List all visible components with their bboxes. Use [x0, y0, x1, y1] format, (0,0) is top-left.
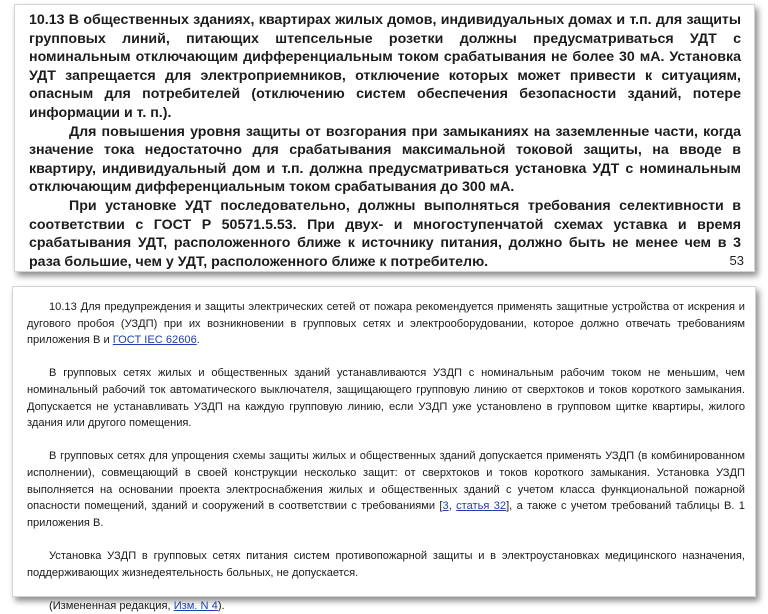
page-number: 53 [729, 253, 744, 268]
bottom-paragraph-not-allowed: Установка УЗДП в групповых сетях питания систем противопожарной защиты и в электроустановках медицинского назначения, поддерживающих жизнедеятельность больных, не допускается. [27, 549, 745, 579]
bottom-paragraph-1013-text: 10.13 Для предупреждения и защиты электрических сетей от пожара рекомендуется применять защитные устройства от искрения и дугового пробоя (УЗДП) при их возникновении в групповых сетях и электрооборудовании, которое должно отвечать требованиям приложения В и [27, 301, 745, 347]
bottom-paragraph-1013-end: . [196, 334, 200, 347]
bottom-paragraph-combined [27, 448, 745, 531]
bottom-paragraph-combined-end: ], а также с учетом требований таблицы В. 1 приложения В. [27, 500, 745, 529]
amendment-note-end: ). [217, 599, 225, 612]
top-paragraph-300ma: Для повышения уровня защиты от возгорания при замыканиях на заземленные части, когда значение тока недостаточно для срабатывания максимальной токовой защиты, на вводе в квартиру, индивидуальный дом и т.п. должна предусматриваться установка УДТ с номинальным отключающим дифференциальным током срабатывания до 300 мА. [29, 123, 741, 196]
bottom-paragraph-1013 [27, 299, 745, 349]
article-32-link[interactable]: статья 32 [456, 500, 507, 513]
bottom-paragraph-rated-current: В групповых сетях жилых и общественных зданий устанавливаются УЗДП с номинальным рабочим током не меньшим, чем номинальный рабочий ток автоматического выключателя, защищающего групповую линию от сверхтоков и токов короткого замыкания. Допускается не устанавливать УЗДП на каждую групповую линию, если УЗДП уже установлено в групповом щитке квартиры, жилого здания или другого помещения. [27, 367, 745, 430]
top-text-block [29, 11, 741, 271]
bottom-paragraph-combined-text: В групповых сетях для упрощения схемы защиты жилых и общественных зданий допускается применять УЗДП (в комбинированном исполнении), совмещающий в своей конструкции несколько защит: от сверхтоков и токов короткого замыкания. Установка УЗДП выполняется на основании проекта электроснабжения жилых и общественных зданий с учетом класса функциональной пожарной опасности помещений, зданий и сооружений в соответствии с требованиями [ [27, 450, 745, 513]
document-excerpt-bottom [12, 286, 756, 612]
top-paragraph-1013: 10.13 В общественных зданиях, квартирах жилых домов, индивидуальных домах и т.п. для защиты групповых линий, питающих штепсельные розетки должны предусматриваться УДТ с номинальным отключающим дифференциальным током срабатывания не более 30 мА. Установка УДТ запрещается для электроприемников, отключение которых может привести к ситуациям, опасным для потребителей (отключению систем обеспечения безопасности зданий, потере информации и т. п.). [29, 12, 741, 121]
amendment-note [27, 598, 745, 614]
top-paragraph-selectivity: При установке УДТ последовательно, должны выполняться требования селективности в соответствии с ГОСТ Р 50571.5.53. При двух- и многоступенчатой схемах уставка и время срабатывания УДТ, расположенного ближе к источнику питания, должно быть не менее чем в 3 раза большие, чем у УДТ, расположенного ближе к потребителю. [29, 197, 741, 270]
reference-separator: , [448, 500, 457, 513]
bottom-text-block [27, 299, 745, 614]
amendment-4-link[interactable]: Изм. N 4 [173, 599, 218, 612]
gost-iec-62606-link[interactable]: ГОСТ IEC 62606 [112, 334, 197, 347]
reference-3-link[interactable]: 3 [442, 500, 449, 513]
document-excerpt-top [14, 4, 755, 272]
amendment-note-text: (Измененная редакция, [49, 599, 174, 612]
